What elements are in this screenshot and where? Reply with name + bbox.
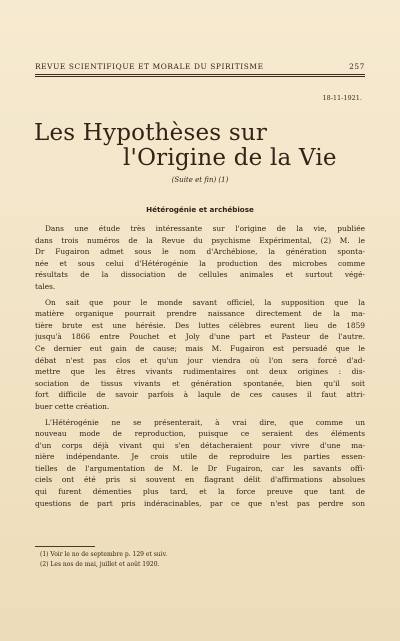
text-line: résultats de la dissociation de cellules animales et surtout végé-	[35, 270, 365, 280]
text-line: mettre que les êtres vivants rudimentaires ont deux origines : dis-	[35, 367, 365, 377]
journal-title: REVUE SCIENTIFIQUE ET MORALE DU SPIRITISME	[35, 62, 264, 71]
paragraph	[35, 223, 365, 293]
text-line: tielles de l'argumentation de M. le Dr Fugairon, car les savants offi-	[35, 463, 365, 473]
paragraph	[35, 297, 365, 413]
section-heading: Hétérogénie et archébiose	[146, 205, 254, 214]
article-title-line-2: l'Origine de la Vie	[123, 145, 337, 171]
header-rule-thin	[35, 76, 365, 77]
header-rule	[35, 74, 365, 75]
text-line: débat n'est pas clos et qu'un jour viendra où l'on sera forcé d'ad-	[35, 355, 365, 365]
footnote: (1) Voir le no de septembre p. 129 et suiv.	[40, 551, 168, 558]
text-line: Dans une étude très intéressante sur l'origine de la vie, publiée	[45, 224, 365, 233]
paragraph	[35, 417, 365, 510]
text-line: tière brute est une hérésie. Des luttes célèbres eurent lieu de 1859	[35, 320, 365, 330]
text-line: fort difficile de savoir parfois à laqule de ces causes il faut attri-	[35, 390, 365, 400]
text-line: ciels ont été pris si souvent en flagrant délit d'affirmations absolues	[35, 475, 365, 485]
text-line: née et sous celui d'Hétérogénie la production des microbes comme	[35, 258, 365, 268]
text-line: nouveau mode de reproduction, puisque ce seraient des éléments	[35, 429, 365, 439]
text-line: sociation de tissus vivants et génération spontanée, bien qu'il soit	[35, 378, 365, 388]
text-line: questions de part pris indéracinables, par ce que n'est pas perdre son	[35, 498, 365, 508]
article-subtitle: (Suite et fin) (1)	[171, 176, 229, 184]
text-line: dans trois numéros de la Revue du psychisme Expérimental, (2) M. le	[35, 235, 365, 245]
article-title-line-1: Les Hypothèses sur	[34, 120, 268, 146]
page-number: 257	[349, 62, 365, 71]
text-line: jusqu'à 1866 entre Pouchet et Joly d'une part et Pasteur de l'autre.	[35, 332, 365, 342]
text-line: buer cette création.	[35, 401, 110, 411]
footnote: (2) Les nos de mai, juillet et août 1920.	[40, 561, 160, 568]
text-line: qui furent démenties plus tard, et la force preuve que tant de	[35, 487, 365, 497]
text-line: L'Hétérogénie ne se présenterait, à vrai dire, que comme un	[45, 417, 365, 427]
text-line: tales.	[35, 281, 56, 291]
text-line: d'un corps déjà vivant qui s'en détacheraient pour vivre d'une ma-	[35, 440, 365, 450]
text-line: Dr Fugairon admet sous le nom d'Archébiose, la génération sponta-	[35, 247, 365, 257]
text-line: nière indépendante. Je crois utile de reproduire les parties essen-	[35, 452, 365, 462]
footnotes	[40, 550, 360, 570]
article-date: 18-11-1921.	[322, 94, 362, 102]
text-line: Ce dernier eut gain de cause; mais M. Fugairon est persuadé que le	[35, 343, 365, 353]
text-line: On sait que pour le monde savant officiel, la supposition que la	[45, 297, 365, 307]
text-line: matière organique pourrait prendre naissance directement de la ma-	[35, 309, 365, 319]
footnote-rule	[35, 546, 95, 547]
article-body	[35, 223, 365, 513]
